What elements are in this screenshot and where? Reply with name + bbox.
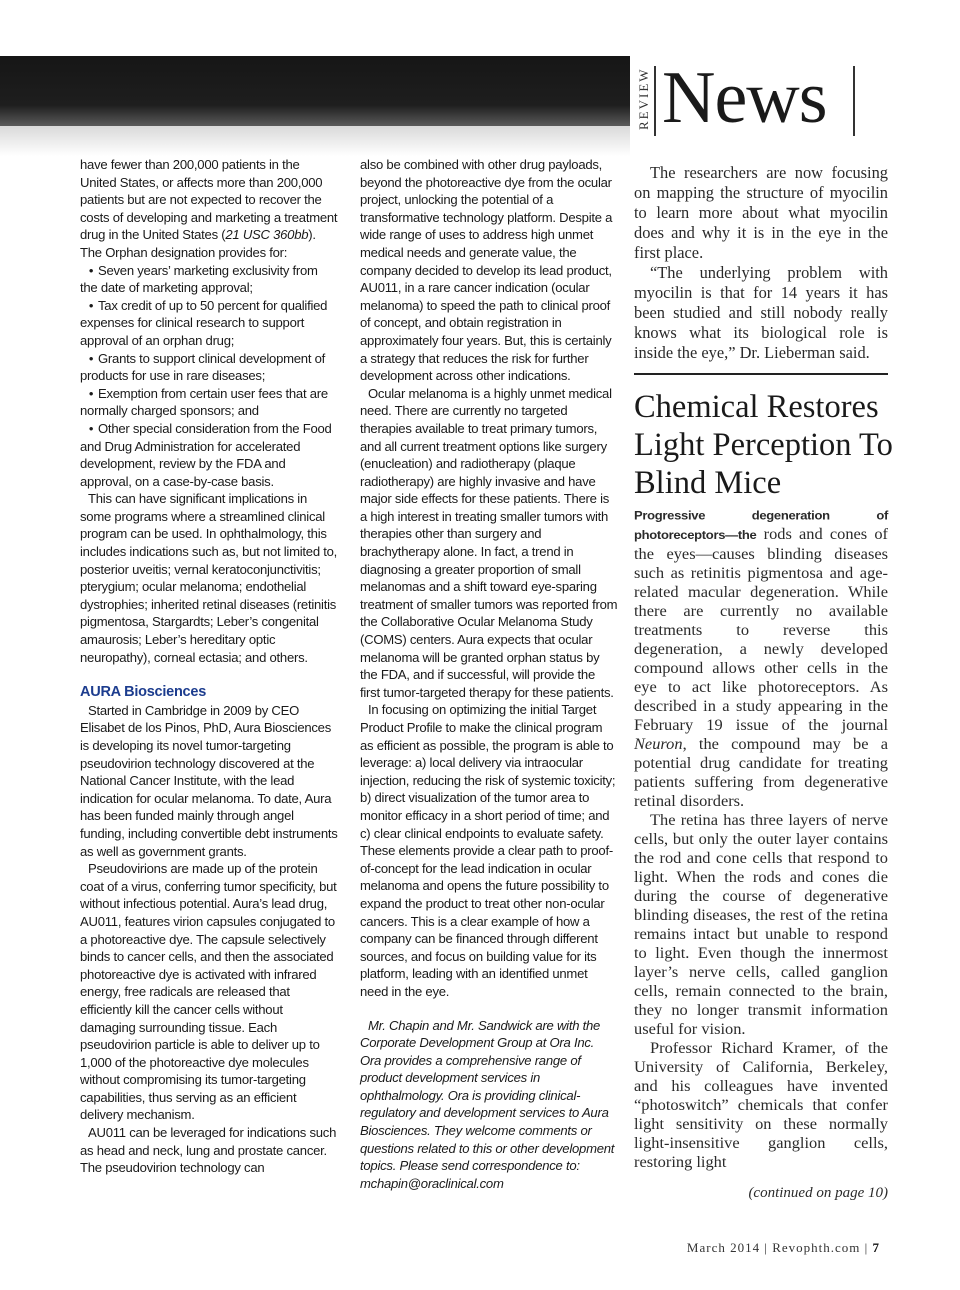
section-subhead: AURA Biosciences — [80, 684, 207, 701]
paragraph: Pseudovirions are made up of the protein coat of a virus, conferring tumor specificity, but without infectious potential. Aura’s lead drug, AU011, features virion capsules conjugated to a photoreactive dye. The capsule selectively binds to cancer cells, and then the associated photoreactive dye is activated with infrared energy, free radicals are released that efficiently kill the cancer cells without damaging surrounding tissue. Each pseudovirion particle is able to deliver up to 1,000 of the photoreactive dye molecules without compromising its tumor-targeting capabilities, thus serving as an efficient delivery mechanism. — [80, 861, 337, 1123]
header-band — [0, 56, 630, 126]
paragraph: In focusing on optimizing the initial Target Product Profile to make the clinical program as efficient as possible, the program is able to leverage: a) local delivery via intraocular injection, reducing the risk of systemic toxicity; b) direct visualization of the tumor area to monitor efficacy in a short period of time; and c) clear clinical endpoints to evaluate safety. These elements provide a clear path to proof-of-concept for the lead indication in ocular melanoma and opens the future possibility to expand the product to treat other non-ocular cancers. This is a clear example of how a company can be financed through different sources, and focus on building value for its platform, leading with an identified unmet need in the eye. — [360, 702, 616, 999]
article-column-2 — [360, 156, 618, 1192]
paragraph: AU011 can be leveraged for indications such as head and neck, lung and prostate cancer. The pseudovirion technology can — [80, 1125, 337, 1176]
paragraph: Professor Richard Kramer, of the University of California, Berkeley, and his colleagues have invented “photoswitch” chemicals that confer light sensitivity on these normally light-insensitive ganglion cells, restoring light — [634, 1038, 888, 1172]
masthead-title: News — [662, 57, 827, 139]
news-headline: Chemical Restores Light Perception To Blind Mice — [634, 389, 893, 501]
paragraph: Ocular melanoma is a highly unmet medical need. There are currently no targeted therapies available to treat primary tumors, and all current treatment options like surgery (enucleation) and radiotherapy (plaque radiotherapy) are highly invasive and have major side effects for these patients. There is a high interest in treating smaller tumors with therapies other than surgery and brachytherapy alone. In fact, a trend in diagnosing a greater proportion of small melanomas and a shift toward eye-sparing treatment of smaller tumors was reported from the Collaborative Ocular Melanoma Study (COMS) centers. Aura expects that ocular melanoma will be granted orphan status by the FDA, and if successful, will provide the first tumor-targeted therapy for these patients. — [360, 385, 618, 700]
news-article — [634, 505, 888, 1172]
author-bio: Mr. Chapin and Mr. Sandwick are with the Corporate Development Group at Ora Inc. Ora provides a comprehensive range of product development services in ophthalmology. Ora is providing clinical-regulatory and development services to Aura Biosciences. They welcome comments or questions related to this or other development topics. Please send correspondence to: mchapin@oraclinical.com — [360, 1017, 615, 1191]
continued-note: (continued on page 10) — [748, 1185, 888, 1201]
list-item: • Other special consideration from the Food and Drug Administration for accelerated development, review by the FDA and approval, on a case-by-case basis. — [80, 420, 338, 490]
list-item: • Grants to support clinical development of products for use in rare diseases; — [80, 350, 338, 385]
issue-date: March 2014 — [686, 1240, 761, 1255]
paragraph: The retina has three layers of nerve cells, but only the outer layer contains the rod and cone cells that respond to light. When the rods and cones die during the course of degenerative blinding diseases, the rest of the retina remains intact but unable to respond to light. Even though the innermost layer’s nerve cells, called ganglion cells, remain connected to the brain, they no longer transmit information useful for vision. — [634, 810, 888, 1039]
article-column-1 — [80, 156, 338, 1177]
masthead-divider-right — [853, 66, 855, 136]
list-item: • Tax credit of up to 50 percent for qualified expenses for clinical research to support approval of an orphan drug; — [80, 297, 338, 350]
header-fade — [0, 126, 630, 156]
section-rule — [634, 373, 888, 375]
paragraph: The researchers are now focusing on mapping the structure of myocilin to learn more about what myocilin does and why it is in the eye in the first place. — [634, 163, 888, 262]
paragraph: “The underlying problem with myocilin is that for 14 years it has been studied and still nobody really knows what its biological role is inside the eye,” Dr. Lieberman said. — [634, 263, 888, 362]
news-continuation — [634, 163, 888, 363]
masthead-divider-left — [654, 66, 656, 136]
section-label: REVIEW — [636, 67, 651, 130]
paragraph: This can have significant implications in some programs where a streamlined clinical program can be used. In ophthalmology, this includes indications such as, but not limited to, posterior uveitis; vernal keratoconjunctivitis; pterygium; ocular melanoma; endothelial dystrophies; inherited retinal diseases (retinitis pigmentosa, Stargardts; Leber’s congenital amaurosis; Leber’s hereditary optic neuropathy), corneal ectasia; and others. — [80, 491, 338, 665]
paragraph: have fewer than 200,000 patients in the United States, or affects more than 200,000 patients but are not expected to recover the costs of developing and marketing a treatment drug in the United States (21 USC 360bb). The Orphan designation provides for: — [80, 157, 338, 260]
paragraph: also be combined with other drug payloads, beyond the photoreactive dye from the ocular project, unlocking the potential of a transformative technology platform. Despite a wide range of uses to address high unmet medical needs and generate value, the company decided to develop its lead product, AU011, in a rare cancer indication (ocular melanoma) to speed the path to clinical proof of concept, and obtain registration in approximately four years. But, this is certainly a strategy that reduces the risk for further development across other indications. — [360, 157, 613, 384]
site-url: Revophth.com — [772, 1240, 861, 1255]
paragraph: Progressive degeneration of photoreceptors—the rods and cones of the eyes—causes blinding diseases such as retinitis pigmentosa and age-related macular degeneration. While there are currently no available treatments to reverse this degeneration, a newly developed compound allows other cells in the eye to act like photoreceptors. As described in a study appearing in the February 19 issue of the journal Neuron, the compound may be a potential drug candidate for treating patients suffering from degenerative retinal disorders. — [634, 507, 888, 810]
page-number: 7 — [872, 1240, 880, 1255]
lead-in: Progressive degeneration of photoreceptors—the — [634, 507, 888, 543]
list-item: • Exemption from certain user fees that are normally charged sponsors; and — [80, 385, 338, 420]
list-item: • Seven years’ marketing exclusivity from the date of marketing approval; — [80, 262, 338, 297]
page-footer: March 2014 | Revophth.com | 7 — [686, 1240, 880, 1255]
paragraph: Started in Cambridge in 2009 by CEO Elisabet de los Pinos, PhD, Aura Biosciences is developing its novel tumor-targeting pseudovirion technology discovered at the National Cancer Institute, with the lead indication for ocular melanoma. To date, Aura has been funded mainly through angel funding, including convertible debt instruments as well as government grants. — [80, 702, 338, 859]
